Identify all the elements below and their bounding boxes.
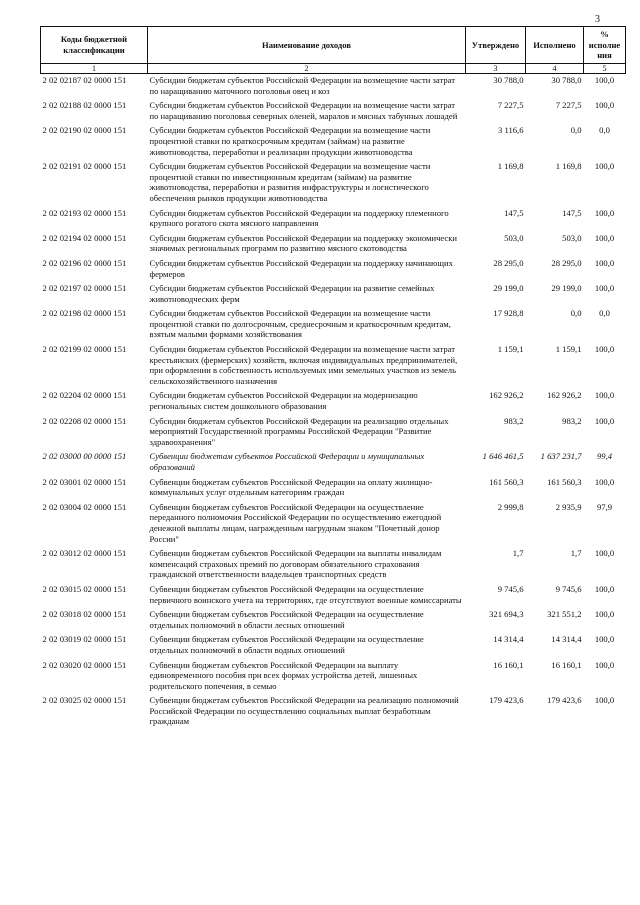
- table-row: [41, 476, 626, 501]
- table-row: [41, 232, 626, 257]
- executed-cell: 14 314,4: [551, 634, 582, 645]
- name-cell: Субвенции бюджетам субъектов Российской Федерации на осуществление отдельных полномочий в области водных отношений: [149, 634, 424, 655]
- approved-cell: 161 560,3: [489, 476, 524, 487]
- approved-cell: 162 926,2: [489, 390, 524, 401]
- approved-cell: 9 745,6: [497, 583, 524, 594]
- table-row: [41, 207, 626, 232]
- percent-cell: 100,0: [594, 100, 615, 111]
- percent-cell: 100,0: [594, 659, 615, 670]
- header-executed: Исполнено: [526, 27, 584, 64]
- percent-cell: 99,4: [596, 451, 613, 462]
- approved-cell: 7 227,5: [497, 100, 524, 111]
- name-cell: Субсидии бюджетам субъектов Российской Федерации на возмещение части затрат крестьянских (фермерских) хозяйств, включая индивидуальных предпринимателей, при оформлении в собственность используемых ими земельных участков из земель сельскохозяйственного назначения: [149, 344, 458, 386]
- code-cell: 2 02 03020 02 0000 151: [42, 659, 127, 670]
- executed-cell: 1 159,1: [555, 344, 582, 355]
- approved-cell: 28 295,0: [493, 257, 524, 268]
- code-cell: 2 02 03018 02 0000 151: [42, 609, 127, 620]
- name-cell: Субсидии бюджетам субъектов Российской Федерации на возмещение части процентной ставки по долгосрочным, среднесрочным и краткосрочным кредитам, взятым малыми формами хозяйствования: [149, 308, 451, 340]
- percent-cell: 100,0: [594, 415, 615, 426]
- column-number: 4: [526, 64, 584, 74]
- executed-cell: 28 295,0: [551, 257, 582, 268]
- approved-cell: 147,5: [504, 207, 524, 218]
- column-number: 2: [148, 64, 466, 74]
- name-cell: Субсидии бюджетам субъектов Российской Федерации на поддержку начинающих фермеров: [149, 257, 453, 279]
- executed-cell: 1,7: [570, 548, 582, 559]
- name-cell: Субсидии бюджетам субъектов Российской Федерации на поддержку племенного крупного рогатого скота мясного направления: [149, 207, 449, 229]
- approved-cell: 1,7: [512, 548, 524, 559]
- name-cell: Субсидии бюджетам субъектов Российской Федерации на поддержку экономически значимых региональных программ по развитию мясного скотоводства: [149, 232, 458, 254]
- approved-cell: 1 169,8: [497, 161, 524, 172]
- executed-cell: 16 160,1: [551, 659, 582, 670]
- page-number: 3: [595, 14, 600, 25]
- name-cell: Субсидии бюджетам субъектов Российской Федерации на модернизацию региональных систем дошкольного образования: [149, 390, 418, 412]
- executed-cell: 503,0: [562, 232, 582, 243]
- code-cell: 2 02 03000 00 0000 151: [42, 451, 127, 462]
- percent-cell: 100,0: [594, 344, 615, 355]
- column-number: 5: [584, 64, 626, 74]
- table-row: [41, 282, 626, 307]
- percent-cell: 100,0: [594, 476, 615, 487]
- executed-cell: 0,0: [570, 308, 582, 319]
- code-cell: 2 02 02193 02 0000 151: [42, 207, 127, 218]
- approved-cell: 321 694,3: [489, 609, 524, 620]
- percent-cell: 100,0: [594, 548, 615, 559]
- percent-cell: 100,0: [594, 609, 615, 620]
- table-row: [41, 694, 626, 730]
- approved-cell: 1 159,1: [497, 344, 524, 355]
- executed-cell: 162 926,2: [547, 390, 582, 401]
- code-cell: 2 02 02190 02 0000 151: [42, 125, 127, 136]
- table-body: [41, 74, 626, 731]
- name-cell: Субвенции бюджетам субъектов Российской Федерации и муниципальных образований: [149, 451, 425, 472]
- header-approved: Утверждено: [466, 27, 526, 64]
- approved-cell: 14 314,4: [493, 634, 524, 645]
- code-cell: 2 02 03015 02 0000 151: [42, 583, 127, 594]
- name-cell: Субсидии бюджетам субъектов Российской Федерации на возмещение части процентной ставки по краткосрочным кредитам (займам) на развитие животноводства, переработки и реализации продукции животноводства: [149, 125, 431, 157]
- approved-cell: 983,2: [504, 415, 524, 426]
- column-number: 1: [41, 64, 148, 74]
- executed-cell: 161 560,3: [547, 476, 582, 487]
- code-cell: 2 02 03025 02 0000 151: [42, 695, 127, 706]
- executed-cell: 7 227,5: [555, 100, 582, 111]
- percent-cell: 100,0: [594, 634, 615, 645]
- percent-cell: 97,9: [596, 501, 613, 512]
- approved-cell: 29 199,0: [493, 283, 524, 294]
- executed-cell: 2 935,9: [555, 501, 582, 512]
- table-row: [41, 257, 626, 282]
- table-row: [41, 450, 626, 475]
- table-row: [41, 124, 626, 160]
- executed-cell: 147,5: [562, 207, 582, 218]
- percent-cell: 100,0: [594, 283, 615, 294]
- percent-cell: 0,0: [599, 308, 610, 319]
- percent-cell: 100,0: [594, 695, 615, 706]
- code-cell: 2 02 02198 02 0000 151: [42, 308, 127, 319]
- table-row: [41, 415, 626, 451]
- percent-cell: 100,0: [594, 257, 615, 268]
- name-cell: Субсидии бюджетам субъектов Российской Федерации на возмещение части затрат по наращиванию маточного поголовья овец и коз: [149, 75, 455, 96]
- executed-cell: 1 637 231,7: [540, 451, 582, 462]
- executed-cell: 983,2: [562, 415, 582, 426]
- name-cell: Субсидии бюджетам субъектов Российской Федерации на реализацию отдельных мероприятий Государственной программы Российской Федерации "Развитие здравоохранения": [149, 415, 449, 447]
- header-code: Коды бюджетной классификации: [41, 27, 148, 64]
- approved-cell: 2 999,8: [497, 501, 524, 512]
- code-cell: 2 02 02197 02 0000 151: [42, 283, 127, 294]
- table-row: [41, 160, 626, 206]
- executed-cell: 30 788,0: [551, 75, 582, 85]
- name-cell: Субсидии бюджетам субъектов Российской Федерации на развитие семейных животноводческих ферм: [149, 283, 435, 304]
- header-name: Наименование доходов: [148, 27, 466, 64]
- code-cell: 2 02 02194 02 0000 151: [42, 232, 127, 243]
- table-row: [41, 608, 626, 633]
- approved-cell: 503,0: [504, 232, 524, 243]
- name-cell: Субвенции бюджетам субъектов Российской Федерации на реализацию полномочий Российской Федерации по осуществлению социальных выплат безработным гражданам: [149, 695, 459, 727]
- code-cell: 2 02 02199 02 0000 151: [42, 344, 127, 355]
- percent-cell: 100,0: [594, 232, 615, 243]
- executed-cell: 179 423,6: [547, 695, 582, 706]
- table-row: [41, 74, 626, 100]
- table-row: [41, 307, 626, 343]
- percent-cell: 100,0: [594, 583, 615, 594]
- name-cell: Субсидии бюджетам субъектов Российской Федерации на возмещение части процентной ставки по инвестиционным кредитам (займам) на развитие животноводства, переработки и развития инфраструктуры и логистического обеспечения рынков продукции животноводства: [149, 161, 431, 203]
- name-cell: Субвенции бюджетам субъектов Российской Федерации на выплату единовременного пособия при всех формах устройства детей, лишенных родительского попечения, в семью: [149, 659, 418, 691]
- table-row: [41, 389, 626, 414]
- table-row: [41, 99, 626, 124]
- code-cell: 2 02 02191 02 0000 151: [42, 161, 127, 172]
- percent-cell: 100,0: [594, 390, 615, 401]
- executed-cell: 1 169,8: [555, 161, 582, 172]
- approved-cell: 179 423,6: [489, 695, 524, 706]
- name-cell: Субвенции бюджетам субъектов Российской Федерации на оплату жилищно-коммунальных услуг отдельным категориям граждан: [149, 476, 433, 498]
- approved-cell: 16 160,1: [493, 659, 524, 670]
- approved-cell: 3 116,6: [498, 125, 524, 136]
- name-cell: Субвенции бюджетам субъектов Российской Федерации на осуществление отдельных полномочий в области лесных отношений: [149, 609, 424, 630]
- table-row: [41, 583, 626, 608]
- table-row: [41, 501, 626, 547]
- name-cell: Субсидии бюджетам субъектов Российской Федерации на возмещение части затрат по наращиванию поголовья северных оленей, маралов и мясных табунных лошадей: [149, 100, 458, 121]
- code-cell: 2 02 02196 02 0000 151: [42, 257, 127, 268]
- header-percent: % исполне ния: [584, 27, 626, 64]
- table-row: [41, 659, 626, 695]
- executed-cell: 9 745,6: [555, 583, 582, 594]
- code-cell: 2 02 03019 02 0000 151: [42, 634, 127, 645]
- code-cell: 2 02 03004 02 0000 151: [42, 501, 127, 512]
- executed-cell: 29 199,0: [551, 283, 582, 294]
- table-row: [41, 343, 626, 389]
- code-cell: 2 02 02208 02 0000 151: [42, 415, 127, 426]
- code-cell: 2 02 02204 02 0000 151: [42, 390, 127, 401]
- percent-cell: 100,0: [594, 161, 615, 172]
- table-row: [41, 633, 626, 658]
- name-cell: Субвенции бюджетам субъектов Российской Федерации на выплаты инвалидам компенсаций страховых премий по договорам обязательного страхования гражданской ответственности владельцев транспортных средств: [149, 548, 442, 580]
- code-cell: 2 02 03012 02 0000 151: [42, 548, 127, 559]
- approved-cell: 1 646 461,5: [482, 451, 524, 462]
- approved-cell: 30 788,0: [493, 75, 524, 85]
- approved-cell: 17 928,8: [493, 308, 524, 319]
- percent-cell: 100,0: [594, 75, 615, 85]
- revenue-table: [40, 26, 626, 730]
- executed-cell: 0,0: [570, 125, 582, 136]
- percent-cell: 100,0: [594, 207, 615, 218]
- percent-cell: 0,0: [599, 125, 610, 136]
- code-cell: 2 02 03001 02 0000 151: [42, 476, 127, 487]
- column-number: 3: [466, 64, 526, 74]
- executed-cell: 321 551,2: [547, 609, 582, 620]
- name-cell: Субвенции бюджетам субъектов Российской Федерации на осуществление первичного воинского учета на территориях, где отсутствуют военные комиссариаты: [149, 583, 462, 605]
- name-cell: Субвенции бюджетам субъектов Российской Федерации на осуществление переданного полномочия Российской Федерации по осуществлению ежегодной денежной выплаты лицам, награжденным нагрудным знаком "Почетный донор России": [149, 501, 442, 544]
- code-cell: 2 02 02188 02 0000 151: [42, 100, 127, 111]
- code-cell: 2 02 02187 02 0000 151: [42, 75, 127, 85]
- table-row: [41, 547, 626, 583]
